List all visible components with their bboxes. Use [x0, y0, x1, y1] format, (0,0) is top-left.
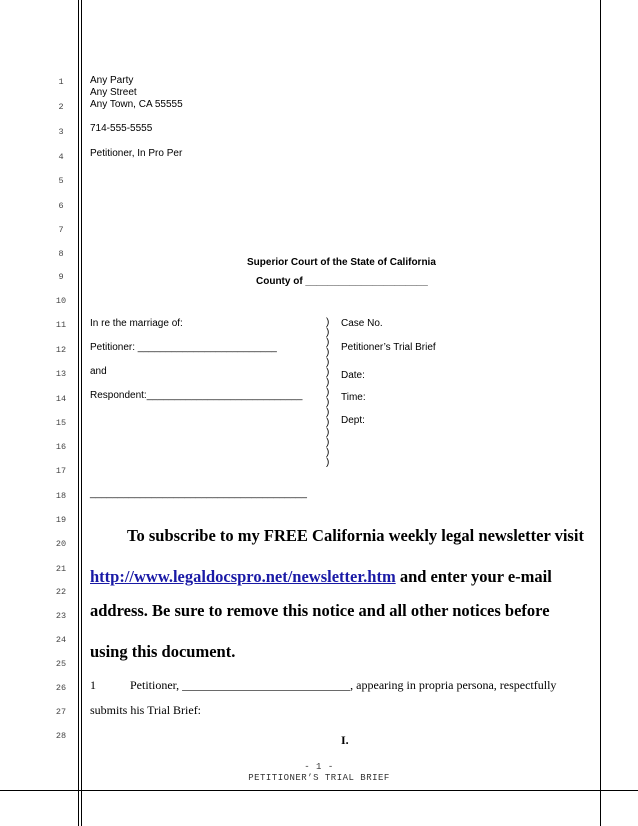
caption-paren: ) [326, 427, 330, 438]
section-heading: I. [341, 733, 349, 747]
line-number: 2 [58, 102, 64, 112]
caption-paren: ) [326, 387, 330, 398]
line-number: 3 [58, 127, 64, 137]
party-city: Any Town, CA 55555 [90, 99, 183, 110]
caption-paren: ) [326, 437, 330, 448]
caption-paren: ) [326, 377, 330, 388]
court-county: County of ______________________ [256, 276, 428, 287]
line-number: 13 [55, 369, 67, 379]
caption-paren: ) [326, 337, 330, 348]
line-number: 20 [55, 539, 67, 549]
petitioner-field: Petitioner: _________________________ [90, 342, 277, 353]
notice-line-2-rest: and enter your e-mail [395, 567, 552, 586]
line-number: 23 [55, 611, 67, 621]
caption-paren: ) [326, 397, 330, 408]
hearing-date: Date: [341, 370, 365, 381]
footer-rule [0, 790, 638, 791]
line-number: 14 [55, 394, 67, 404]
caption-paren: ) [326, 457, 330, 468]
line-number: 1 [58, 77, 64, 87]
line-number: 6 [58, 201, 64, 211]
respondent-field: Respondent:____________________________ [90, 390, 303, 401]
hearing-time: Time: [341, 392, 366, 403]
line-number: 19 [55, 515, 67, 525]
line-number: 4 [58, 152, 64, 162]
line-number: 24 [55, 635, 67, 645]
caption-paren: ) [326, 367, 330, 378]
line-number: 25 [55, 659, 67, 669]
line-number: 17 [55, 466, 67, 476]
line-number: 5 [58, 176, 64, 186]
caption-paren: ) [326, 327, 330, 338]
footer-title: PETITIONER’S TRIAL BRIEF [248, 773, 390, 783]
in-re-label: In re the marriage of: [90, 318, 183, 329]
line-number: 8 [58, 249, 64, 259]
right-margin-rule [600, 0, 601, 826]
notice-line-2 [90, 567, 552, 587]
court-title: Superior Court of the State of California [247, 257, 436, 268]
line-number: 12 [55, 345, 67, 355]
document-title: Petitioner’s Trial Brief [341, 342, 436, 353]
caption-paren: ) [326, 317, 330, 328]
line-number: 22 [55, 587, 67, 597]
newsletter-link[interactable]: http://www.legaldocspro.net/newsletter.htm [90, 567, 396, 586]
footer-page-number: - 1 - [304, 762, 334, 772]
paragraph-number: 1 [90, 678, 96, 692]
party-street: Any Street [90, 87, 137, 98]
party-role: Petitioner, In Pro Per [90, 148, 183, 159]
and-label: and [90, 366, 107, 377]
line-number: 11 [55, 320, 67, 330]
party-name: Any Party [90, 75, 134, 86]
case-number-label: Case No. [341, 318, 383, 329]
notice-line-1: To subscribe to my FREE California weekly legal newsletter visit [127, 526, 584, 545]
paragraph-text: Petitioner, ____________________________, appearing in propria persona, respectfully [130, 678, 557, 692]
party-phone: 714-555-5555 [90, 123, 153, 134]
caption-paren: ) [326, 447, 330, 458]
hearing-dept: Dept: [341, 415, 365, 426]
line-number: 27 [55, 707, 67, 717]
line-number: 18 [55, 491, 67, 501]
line-number: 21 [55, 564, 67, 574]
left-margin-rule-inner [81, 0, 82, 826]
line-number: 26 [55, 683, 67, 693]
caption-paren: ) [326, 417, 330, 428]
caption-paren: ) [326, 407, 330, 418]
line-number: 15 [55, 418, 67, 428]
line-number: 9 [58, 272, 64, 282]
paragraph-text-2: submits his Trial Brief: [90, 703, 202, 717]
notice-line-4: using this document. [90, 642, 236, 661]
caption-paren: ) [326, 357, 330, 368]
line-number: 10 [55, 296, 67, 306]
line-number: 28 [55, 731, 67, 741]
caption-paren: ) [326, 347, 330, 358]
left-margin-rule-outer [78, 0, 79, 826]
line-number: 16 [55, 442, 67, 452]
line-number: 7 [58, 225, 64, 235]
caption-rule: _______________________________________ [90, 488, 307, 499]
notice-line-3: address. Be sure to remove this notice and all other notices before [90, 601, 550, 620]
